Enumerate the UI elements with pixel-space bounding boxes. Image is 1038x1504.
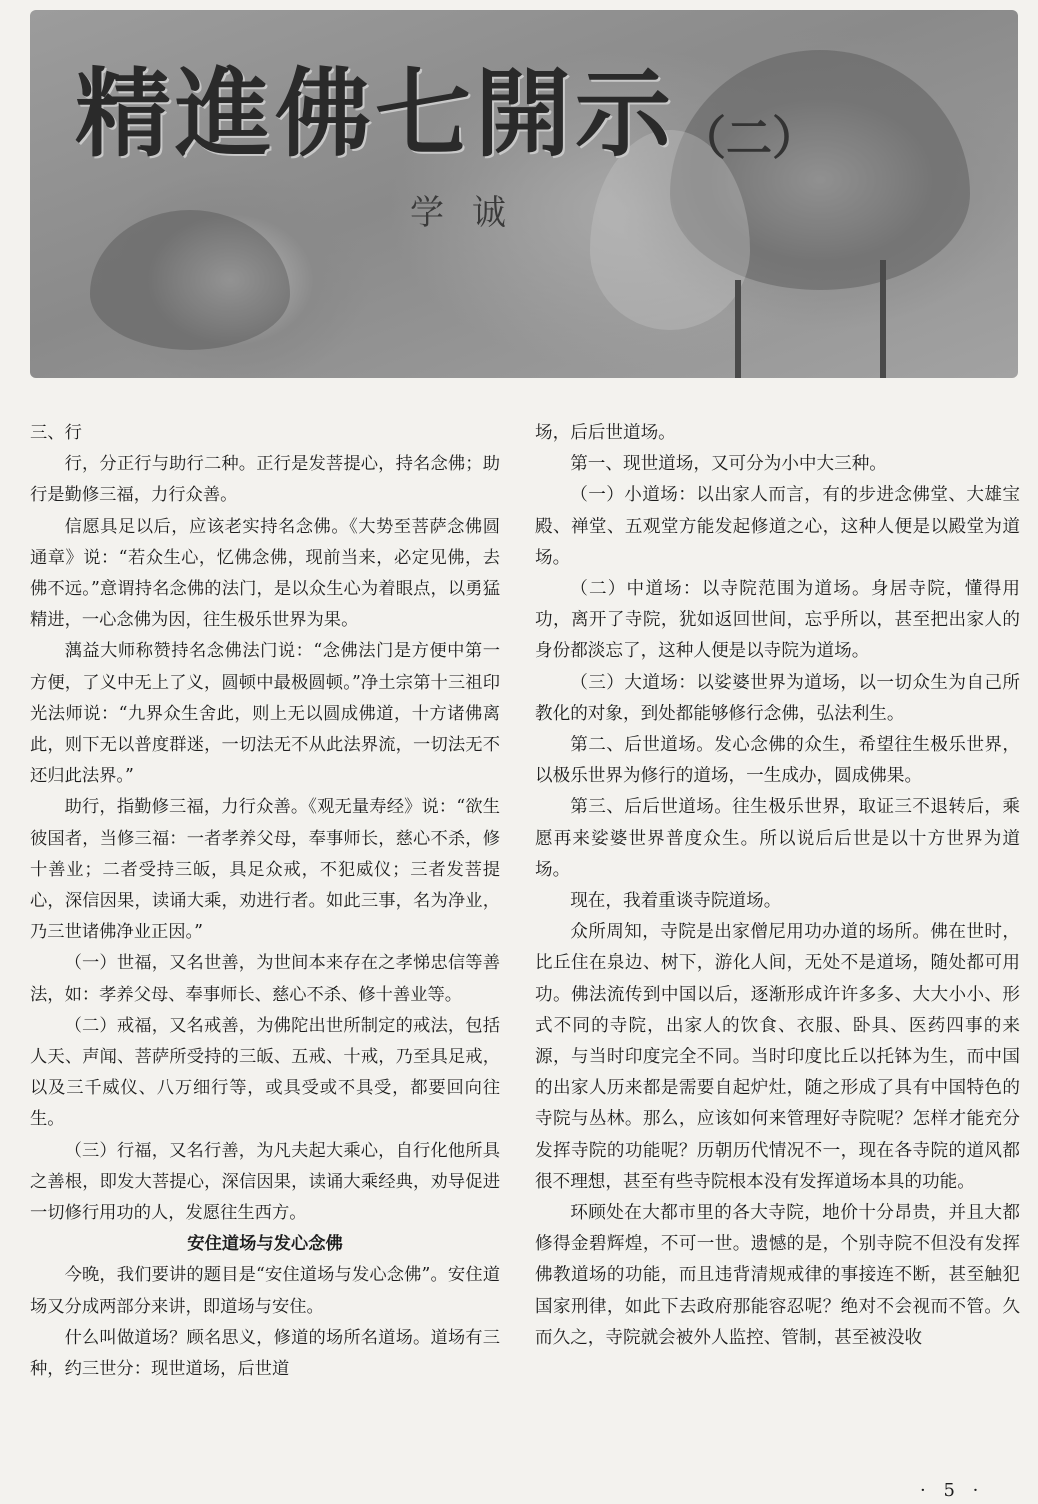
paragraph: 今晚，我们要讲的题目是“安住道场与发心念佛”。安住道场又分成两部分来讲，即道场与安住。 [30,1265,500,1317]
paragraph: 现在，我着重谈寺院道场。 [570,891,782,912]
right-text-column [535,418,1020,1354]
paragraph: 众所周知，寺院是出家僧尼用功办道的场所。佛在世时，比丘住在泉边、树下，游化人间，无处不是道场，随处都可用功。佛法流传到中国以后，逐渐形成许许多多、大大小小、形式不同的寺院，出家人的饮食、衣服、卧具、医药四事的来源，与当时印度完全不同。当时印度比丘以托钵为生，而中国的出家人历来都是需要自起炉灶，随之形成了具有中国特色的寺院与丛林。那么，应该如何来管理好寺院呢？怎样才能充分发挥寺院的功能呢？历朝历代情况不一，现在各寺院的道风都很不理想，甚至有些寺院根本没有发挥道场本具的功能。 [535,922,1020,1192]
paragraph: 行，分正行与助行二种。正行是发菩提心，持名念佛；助行是勤修三福，力行众善。 [30,454,500,506]
paragraph: （三）行福，又名行善，为凡夫起大乘心，自行化他所具之善根，即发大菩提心，深信因果，读诵大乘经典，劝导促进一切修行用功的人，发愿往生西方。 [30,1140,500,1224]
paragraph: 信愿具足以后，应该老实持名念佛。《大势至菩萨念佛圆通章》说：“若众生心，忆佛念佛，现前当来，必定见佛，去佛不远。”意谓持名念佛的法门，是以众生心为着眼点，以勇猛精进，一心念佛为因，往生极乐世界为果。 [30,516,500,631]
article-title: 精進佛七開示 [75,57,675,170]
paragraph: 三、行 [30,423,82,443]
lotus-bud-illustration [90,210,290,350]
paragraph: 场，后后世道场。 [535,423,676,443]
article-author: 学诚 [410,193,534,233]
paragraph: 什么叫做道场？顾名思义，修道的场所名道场。道场有三种，约三世分：现世道场，后世道 [30,1327,500,1380]
lotus-stem [735,280,741,378]
left-text-column [30,418,500,1385]
title-banner [30,10,1018,378]
paragraph: 环顾处在大都市里的各大寺院，地价十分昂贵，并且大都修得金碧辉煌，不可一世。遗憾的是，个别寺院不但没有发挥佛教道场的功能，而且违背清规戒律的事接连不断，甚至触犯国家刑律，如此下去政府那能容忍呢？绝对不会视而不管。久而久之，寺院就会被外人监控、管制，甚至被没收 [535,1203,1020,1348]
paragraph: （二）中道场：以寺院范围为道场。身居寺院，懂得用功，离开了寺院，犹如返回世间，忘乎所以，甚至把出家人的身份都淡忘了，这种人便是以寺院为道场。 [535,579,1020,662]
article-part: （二） [680,111,818,165]
paragraph: 第三、后后世道场。往生极乐世界，取证三不退转后，乘愿再来娑婆世界普度众生。所以说后后世是以十方世界为道场。 [535,797,1020,880]
section-heading: 安住道场与发心念佛 [187,1234,343,1255]
paragraph: （一）小道场：以出家人而言，有的步进念佛堂、大雄宝殿、禅堂、五观堂方能发起修道之心，这种人便是以殿堂为道场。 [535,485,1020,568]
paragraph: 第二、后世道场。发心念佛的众生，希望往生极乐世界，以极乐世界为修行的道场，一生成办，圆成佛果。 [535,735,1020,787]
paragraph: 蕅益大师称赞持名念佛法门说：“念佛法门是方便中第一方便，了义中无上了义，圆顿中最极圆顿。”净土宗第十三祖印光法师说：“九界众生舍此，则上无以圆成佛道，十方诸佛离此，则下无以普度群迷，一切法无不从此法界流，一切法无不还归此法界。” [30,641,500,787]
paragraph: （二）戒福，又名戒善，为佛陀出世所制定的戒法，包括人天、声闻、菩萨所受持的三皈、五戒、十戒，乃至具足戒，以及三千威仪、八万细行等，或具受或不具受，都要回向往生。 [30,1015,500,1130]
page-number: · 5 · [920,1480,985,1501]
paragraph: 助行，指勤修三福，力行众善。《观无量寿经》说：“欲生彼国者，当修三福：一者孝养父母，奉事师长，慈心不杀，修十善业；二者受持三皈，具足众戒，不犯威仪；三者发菩提心，深信因果，读诵大乘，劝进行者。如此三事，名为净业，乃三世诸佛净业正因。” [30,797,500,943]
paragraph: （三）大道场：以娑婆世界为道场，以一切众生为自己所教化的对象，到处都能够修行念佛，弘法利生。 [535,672,1020,724]
paragraph: （一）世福，又名世善，为世间本来存在之孝悌忠信等善法，如：孝养父母、奉事师长、慈心不杀、修十善业等。 [30,953,500,1005]
paragraph: 第一、现世道场，又可分为小中大三种。 [570,454,887,475]
lotus-stem [880,260,886,378]
